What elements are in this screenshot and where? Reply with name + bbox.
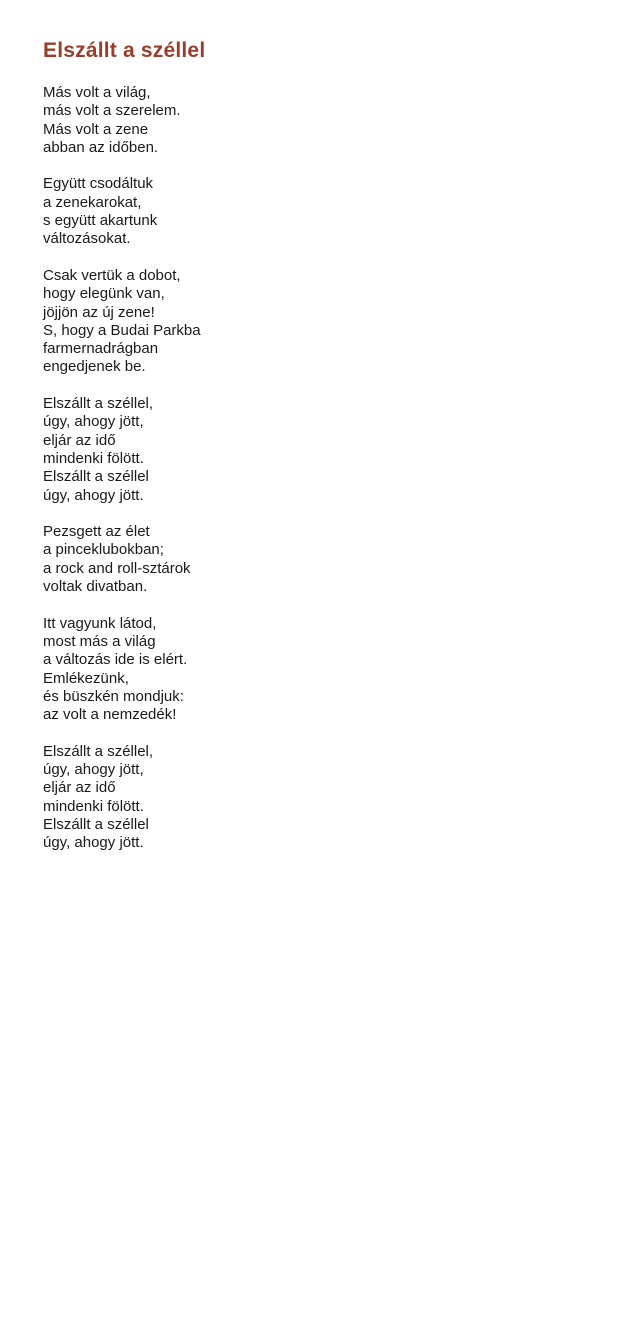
stanza	[43, 84, 638, 157]
lyric-line: S, hogy a Budai Parkba	[43, 321, 201, 339]
lyric-line: mindenki fölött.	[43, 449, 144, 467]
lyric-line: Pezsgett az élet	[43, 523, 150, 541]
lyric-line: a rock and roll-sztárok	[43, 559, 191, 577]
lyric-line: Elszállt a széllel	[43, 468, 149, 486]
lyric-line: Együtt csodáltuk	[43, 175, 154, 193]
lyric-line: hogy elegünk van,	[43, 285, 165, 303]
stanza	[43, 395, 638, 505]
lyric-line: Itt vagyunk látod,	[43, 614, 157, 632]
lyric-line: Elszállt a széllel,	[43, 395, 154, 413]
lyric-line: mindenki fölött.	[43, 797, 144, 815]
lyric-line: jöjjön az új zene!	[43, 303, 155, 321]
lyric-line: úgy, ahogy jött,	[43, 413, 144, 431]
lyric-line: az volt a nemzedék!	[43, 706, 177, 724]
lyric-line: és büszkén mondjuk:	[43, 687, 184, 705]
lyric-line: a változás ide is elért.	[43, 651, 188, 669]
lyrics-body	[43, 84, 638, 852]
lyric-line: eljár az idő	[43, 431, 116, 449]
stanza	[43, 743, 638, 853]
lyric-line: Csak vertük a dobot,	[43, 266, 181, 284]
lyric-line: s együtt akartunk	[43, 212, 158, 230]
stanza	[43, 267, 638, 377]
lyric-line: úgy, ahogy jött.	[43, 486, 144, 504]
lyric-line: Elszállt a széllel	[43, 815, 149, 833]
lyric-line: farmernadrágban	[43, 340, 159, 358]
lyric-line: a pinceklubokban;	[43, 541, 164, 559]
lyric-line: engedjenek be.	[43, 358, 146, 376]
page-title: Elszállt a széllel	[43, 39, 206, 62]
stanza	[43, 615, 638, 725]
lyric-line: eljár az idő	[43, 779, 116, 797]
lyric-line: a zenekarokat,	[43, 193, 142, 211]
lyric-line: úgy, ahogy jött.	[43, 834, 144, 852]
lyric-line: most más a világ	[43, 632, 156, 650]
lyric-line: abban az időben.	[43, 138, 159, 156]
lyric-line: Más volt a világ,	[43, 84, 151, 101]
lyric-line: változásokat.	[43, 230, 131, 248]
lyric-line: más volt a szerelem.	[43, 102, 181, 120]
lyric-line: Emlékezünk,	[43, 669, 129, 687]
lyric-line: voltak divatban.	[43, 578, 148, 596]
lyric-line: Elszállt a széllel,	[43, 742, 154, 760]
stanza	[43, 523, 638, 596]
lyric-line: úgy, ahogy jött,	[43, 760, 144, 778]
lyric-line: Más volt a zene	[43, 120, 149, 138]
stanza	[43, 175, 638, 248]
